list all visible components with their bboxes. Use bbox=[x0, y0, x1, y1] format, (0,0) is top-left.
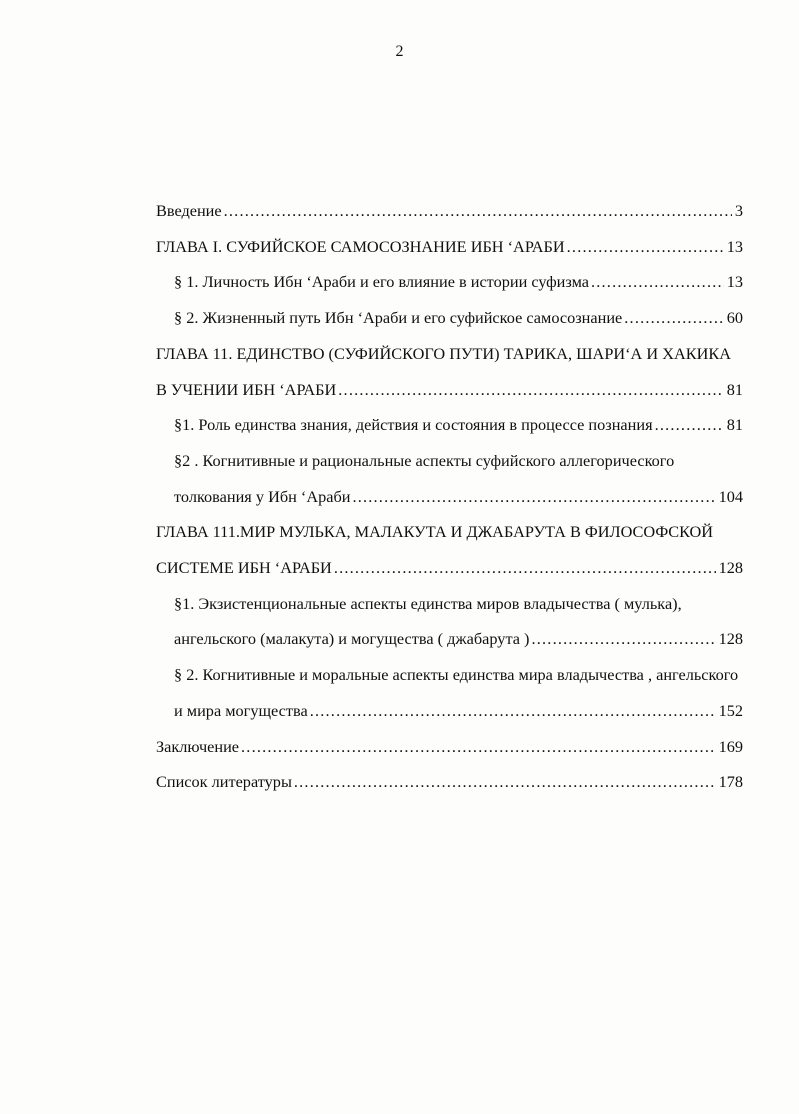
toc-entry-line bbox=[156, 514, 743, 550]
toc-entry-line bbox=[156, 229, 743, 265]
toc-entry-page: 81 bbox=[726, 379, 743, 399]
toc-entry-title: §1. Экзистенциональные аспекты единства миров владычества ( мулька), bbox=[174, 593, 682, 613]
toc-entry-title: §1. Роль единства знания, действия и состояния в процессе познания bbox=[174, 415, 653, 435]
toc-entry-line bbox=[156, 621, 743, 657]
toc-entry bbox=[156, 443, 743, 514]
toc-entry-line bbox=[156, 657, 743, 693]
toc-entry-title: § 2. Когнитивные и моральные аспекты единства мира владычества , ангельского bbox=[174, 665, 739, 685]
toc-entry bbox=[156, 764, 743, 800]
toc-entry-title-continued: и мира могущества bbox=[174, 700, 308, 720]
toc-entry-title: ГЛАВА 111.МИР МУЛЬКА, МАЛАКУТА И ДЖАБАРУТА В ФИЛОСОФСКОЙ bbox=[156, 522, 714, 542]
toc-entry-line bbox=[156, 479, 743, 515]
toc-entry-page: 3 bbox=[734, 201, 743, 220]
toc-entry bbox=[156, 229, 743, 265]
toc-entry-line bbox=[156, 764, 743, 800]
toc-entry bbox=[156, 514, 743, 585]
toc-entry-line bbox=[156, 586, 743, 622]
toc-entry-title: ГЛАВА 11. ЕДИНСТВО (СУФИЙСКОГО ПУТИ) ТАРИКА, ШАРИ‘А И ХАКИКА bbox=[156, 343, 731, 363]
dot-leader bbox=[655, 407, 724, 443]
toc-entry bbox=[156, 193, 743, 229]
table-of-contents bbox=[156, 193, 743, 800]
toc-entry-title-continued: СИСТЕМЕ ИБН ‘АРАБИ bbox=[156, 558, 332, 578]
toc-entry-title: Введение bbox=[156, 201, 222, 220]
toc-entry-title: ГЛАВА I. СУФИЙСКОЕ САМОСОЗНАНИЕ ИБН ‘АРАБИ bbox=[156, 236, 565, 256]
dot-leader bbox=[352, 479, 715, 515]
toc-entry-page: 13 bbox=[726, 236, 743, 256]
toc-entry-title-continued: толкования у Ибн ‘Араби bbox=[174, 486, 351, 506]
dot-leader bbox=[567, 229, 724, 265]
toc-entry-line bbox=[156, 300, 743, 336]
toc-entry-line bbox=[156, 372, 743, 408]
page-number: 2 bbox=[395, 43, 404, 60]
toc-entry-page: 104 bbox=[718, 486, 743, 506]
toc-entry-page: 13 bbox=[726, 272, 743, 292]
toc-entry-page: 128 bbox=[718, 558, 743, 578]
toc-entry-page: 60 bbox=[726, 308, 743, 328]
toc-entry-title-continued: В УЧЕНИИ ИБН ‘АРАБИ bbox=[156, 379, 337, 399]
dot-leader bbox=[241, 729, 716, 765]
toc-entry-line bbox=[156, 729, 743, 765]
toc-entry-page: 81 bbox=[726, 415, 743, 435]
toc-entry-title: § 1. Личность Ибн ‘Араби и его влияние в истории суфизма bbox=[174, 272, 589, 292]
toc-entry-line bbox=[156, 693, 743, 729]
dot-leader bbox=[591, 264, 724, 300]
toc-entry-line bbox=[156, 443, 743, 479]
dot-leader bbox=[338, 372, 723, 408]
toc-entry-page: 128 bbox=[718, 629, 743, 649]
toc-entry-line bbox=[156, 264, 743, 300]
toc-entry-line bbox=[156, 407, 743, 443]
toc-entry bbox=[156, 336, 743, 407]
toc-entry-line bbox=[156, 193, 743, 229]
toc-entry-title: Заключение bbox=[156, 736, 240, 756]
toc-entry-line bbox=[156, 336, 743, 372]
dot-leader bbox=[224, 193, 732, 229]
dot-leader bbox=[624, 300, 723, 336]
toc-entry-page: 152 bbox=[718, 700, 743, 720]
dot-leader bbox=[310, 693, 716, 729]
toc-entry-title-continued: ангельского (малакута) и могущества ( джабарута ) bbox=[174, 629, 530, 649]
toc-entry-title: §2 . Когнитивные и рациональные аспекты суфийского аллегорического bbox=[174, 450, 675, 470]
toc-entry-title: Список литературы bbox=[156, 772, 292, 792]
toc-entry-line bbox=[156, 550, 743, 586]
toc-entry bbox=[156, 264, 743, 300]
dot-leader bbox=[334, 550, 716, 586]
toc-entry bbox=[156, 300, 743, 336]
toc-entry bbox=[156, 586, 743, 657]
dot-leader bbox=[294, 764, 716, 800]
toc-entry-title: § 2. Жизненный путь Ибн ‘Араби и его суфийское самосознание bbox=[174, 308, 623, 328]
toc-entry-page: 169 bbox=[718, 736, 743, 756]
toc-entry bbox=[156, 657, 743, 728]
dot-leader bbox=[531, 621, 715, 657]
toc-entry bbox=[156, 407, 743, 443]
toc-entry-page: 178 bbox=[718, 772, 743, 792]
toc-entry bbox=[156, 729, 743, 765]
